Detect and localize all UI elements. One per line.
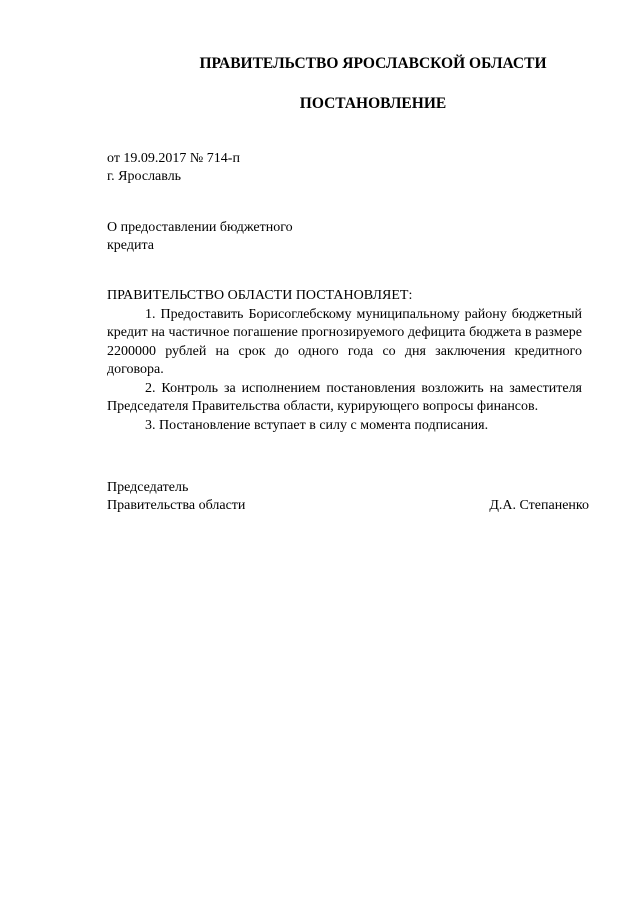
signatory-title-line-1: Председатель xyxy=(107,480,189,495)
date-number: от 19.09.2017 № 714-п xyxy=(107,151,240,166)
document-meta xyxy=(107,150,240,186)
city: г. Ярославль xyxy=(107,169,182,184)
paragraph-3: 3. Постановление вступает в силу с момента подписания. xyxy=(145,417,489,433)
document-subject xyxy=(107,219,337,255)
paragraph-2: 2. Контроль за исполнением постановления возложить на заместителя Председателя Правительства области, курирующего вопросы финансов. xyxy=(107,380,582,414)
signature-block xyxy=(107,479,589,515)
paragraph-1: 1. Предоставить Борисоглебскому муниципальному району бюджетный кредит на частичное погашение прогнозируемого дефицита бюджета в размере 2200000 рублей на срок до одного года со дня заключения кредитного договора. xyxy=(107,306,582,377)
signatory-name: Д.А. Степаненко xyxy=(489,498,589,513)
document-type-title: ПОСТАНОВЛЕНИЕ xyxy=(299,95,447,112)
subject-line-2: кредита xyxy=(107,238,154,253)
decree-intro: ПРАВИТЕЛЬСТВО ОБЛАСТИ ПОСТАНОВЛЯЕТ: xyxy=(107,288,413,303)
signature-row-1 xyxy=(107,479,589,497)
signature-row-2 xyxy=(107,497,589,515)
organization-title: ПРАВИТЕЛЬСТВО ЯРОСЛАВСКОЙ ОБЛАСТИ xyxy=(199,55,547,72)
subject-line-1: О предоставлении бюджетного xyxy=(107,220,293,235)
signatory-title-line-2: Правительства области xyxy=(107,498,246,513)
document-body xyxy=(107,287,582,435)
